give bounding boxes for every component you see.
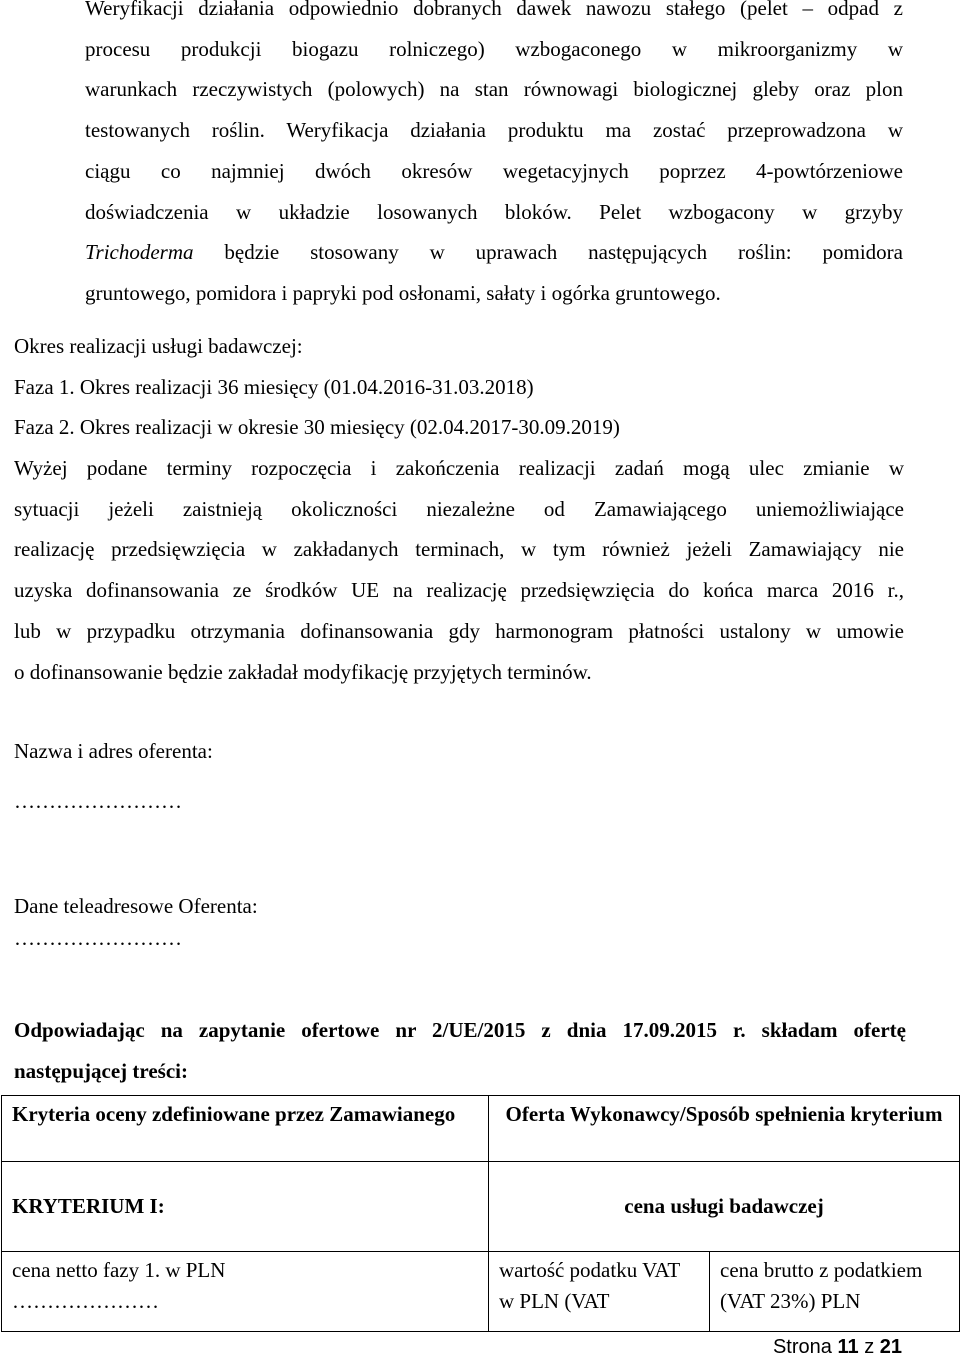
paragraph-line: warunkach rzeczywistych (polowych) na stan równowagi biologicznej gleby oraz plon xyxy=(85,77,903,102)
paragraph-line: procesu produkcji biogazu rolniczego) wzbogaconego w mikroorganizmy w xyxy=(85,36,903,61)
phase-1: Faza 1. Okres realizacji 36 miesięcy (01.04.2016-31.03.2018) xyxy=(14,375,534,399)
criterion-label: KRYTERIUM I: xyxy=(12,1194,165,1218)
net-price-label: cena netto fazy 1. w PLN xyxy=(12,1258,226,1282)
criterion-value-cell xyxy=(489,1162,960,1252)
table-row xyxy=(2,1252,960,1332)
scope-paragraph xyxy=(85,0,903,314)
page-number-prefix: Strona xyxy=(772,1336,832,1358)
offeror-contact-field[interactable]: …………………… xyxy=(14,926,182,950)
offer-statement xyxy=(14,1010,906,1091)
criterion-label-cell xyxy=(2,1162,489,1252)
vat-cell[interactable] xyxy=(489,1252,710,1332)
offer-header-cell xyxy=(489,1096,960,1162)
phase-2: Faza 2. Okres realizacji w okresie 30 miesięcy (02.04.2017-30.09.2019) xyxy=(14,415,620,439)
offeror-contact-label: Dane teleadresowe Oferenta: xyxy=(14,894,258,918)
page-number xyxy=(773,1336,902,1359)
criteria-table xyxy=(1,1095,960,1332)
paragraph-line: Wyżej podane terminy rozpoczęcia i zakończenia realizacji zadań mogą ulec zmianie w xyxy=(14,456,904,480)
gross-price-cell[interactable] xyxy=(710,1252,960,1332)
paragraph-line: gruntowego, pomidora i papryki pod osłonami, sałaty i ogórka gruntowego. xyxy=(85,280,721,305)
criteria-header-cell xyxy=(2,1096,489,1162)
paragraph-line: realizację przedsięwzięcia w zakładanych terminach, w tym również jeżeli Zamawiający nie xyxy=(14,537,904,562)
paragraph-line: ciągu co najmniej dwóch okresów wegetacyjnych poprzez 4-powtórzeniowe xyxy=(85,158,903,183)
paragraph-line: Weryfikacji działania odpowiednio dobranych dawek nawozu stałego (pelet – odpad z xyxy=(85,0,903,20)
offeror-name-field[interactable]: …………………… xyxy=(14,789,182,813)
gross-price-label: cena brutto z podatkiem (VAT 23%) PLN xyxy=(720,1258,923,1313)
offer-statement-line: następującej treści: xyxy=(14,1058,188,1083)
paragraph-line: uzyska dofinansowania ze środków UE na realizację przedsięwzięcia do końca marca 2016 r., xyxy=(14,578,904,603)
criterion-value: cena usługi badawczej xyxy=(624,1194,824,1218)
species-name: Trichoderma xyxy=(85,240,194,265)
net-price-cell[interactable] xyxy=(2,1252,489,1332)
schedule-change-paragraph xyxy=(14,448,904,692)
table-header-row xyxy=(2,1096,960,1162)
offer-header-text: Oferta Wykonawcy/Sposób spełnienia kryterium xyxy=(505,1102,943,1126)
paragraph-line-rest: będzie stosowany w uprawach następujących roślin: pomidora xyxy=(224,240,903,265)
criteria-header-text: Kryteria oceny zdefiniowane przez Zamawianego xyxy=(12,1102,456,1126)
page-number-current: 11 xyxy=(837,1336,859,1358)
paragraph-line: testowanych roślin. Weryfikacja działania produktu ma zostać przeprowadzona w xyxy=(85,118,903,143)
page-number-separator: z xyxy=(864,1336,875,1358)
offer-statement-line: Odpowiadając na zapytanie ofertowe nr 2/UE/2015 z dnia 17.09.2015 r. składam ofertę xyxy=(14,1018,906,1042)
net-price-field[interactable]: ………………… xyxy=(12,1289,159,1313)
paragraph-line: lub w przypadku otrzymania dofinansowania gdy harmonogram płatności ustalony w umowie xyxy=(14,618,904,643)
paragraph-line: o dofinansowanie będzie zakładał modyfikację przyjętych terminów. xyxy=(14,659,592,684)
paragraph-line: sytuacji jeżeli zaistnieją okoliczności niezależne od Zamawiającego uniemożliwiające xyxy=(14,496,904,521)
paragraph-line-with-species xyxy=(85,232,903,273)
table-row xyxy=(2,1162,960,1252)
vat-label: wartość podatku VAT w PLN (VAT xyxy=(499,1258,680,1313)
offeror-name-label: Nazwa i adres oferenta: xyxy=(14,739,213,763)
page-number-total: 21 xyxy=(879,1336,902,1358)
period-heading: Okres realizacji usługi badawczej: xyxy=(14,334,303,358)
paragraph-line: doświadczenia w układzie losowanych bloków. Pelet wzbogacony w grzyby xyxy=(85,199,903,224)
